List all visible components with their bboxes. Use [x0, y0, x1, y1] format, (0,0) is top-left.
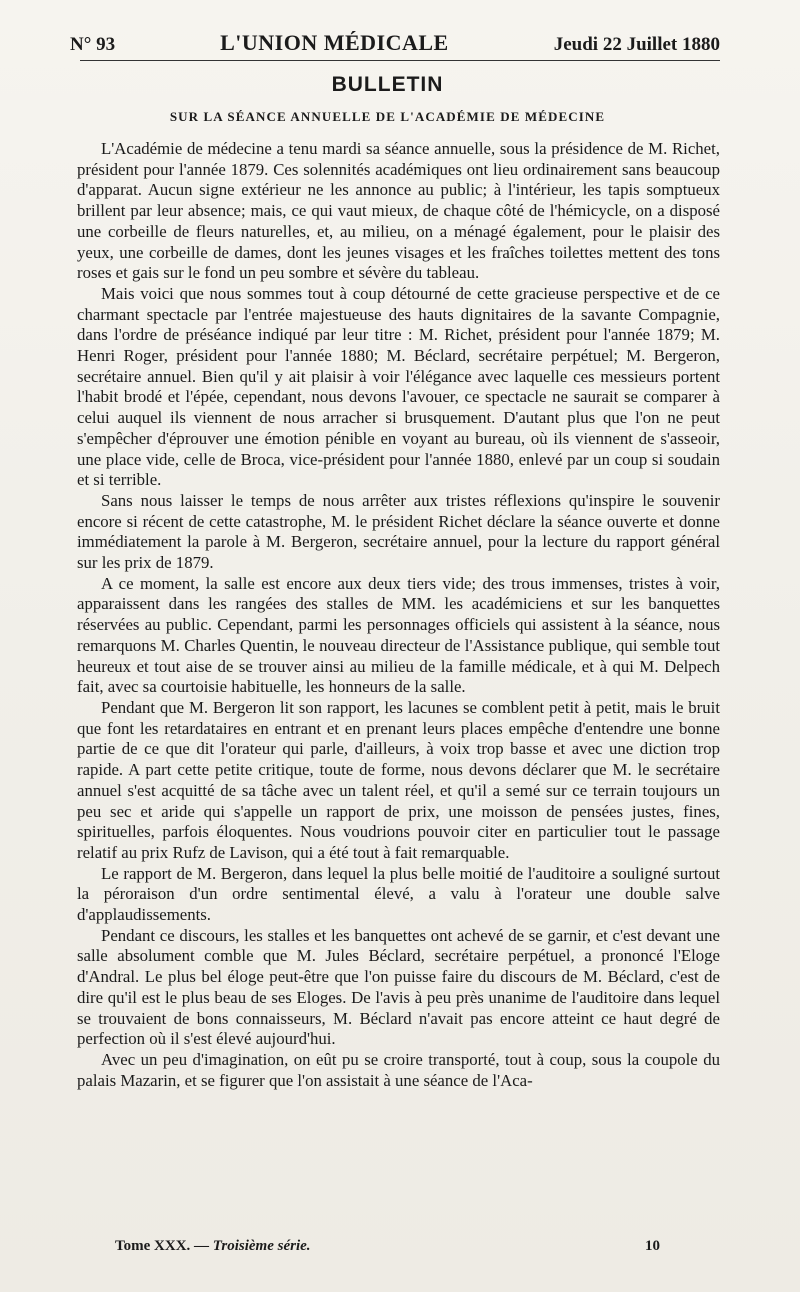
journal-title: L'UNION MÉDICALE: [220, 30, 449, 55]
section-title: BULLETIN: [331, 73, 444, 96]
paragraph: Pendant que M. Bergeron lit son rapport, les lacunes se comblent petit à petit, mais le bruit que font les retardataires en entrant et en prenant leurs places empêche d'entendre une bonne partie de ce que dit l'orateur qui parle, d'ailleurs, à voix trop basse et avec une diction trop rapide. A part cette petite critique, toute de forme, nous devons déclarer que M. le secrétaire annuel s'est acquitté de sa tâche avec un talent réel, et qu'il a semé sur ce terrain toujours un peu sec et aride qui s'appelle un rapport de prix, une moisson de pensées justes, fines, spirituelles, parfois éloquentes. Nous voudrions pouvoir citer en particulier tout le passage relatif au prix Rufz de Lavison, qui a été tout à fait remarquable.: [77, 697, 720, 862]
series-label: Troisième série.: [212, 1238, 311, 1254]
paragraph: Avec un peu d'imagination, on eût pu se croire transporté, tout à coup, sous la coupole du palais Mazarin, et se figurer que l'on assistait à une séance de l'Aca-: [77, 1049, 720, 1090]
paragraph: A ce moment, la salle est encore aux deux tiers vide; des trous immenses, tristes à voir, apparaissent dans les rangées des stalles de MM. les académiciens et sur les banquettes réservées au public. Cependant, parmi les personnages officiels qui assistent à la séance, nous remarquons M. Charles Quentin, le nouveau directeur de l'Assistance publique, qui semble tout heureux et tout aise de se trouver ainsi au milieu de la famille médicale, et à qui M. Delpech fait, avec sa courtoisie habituelle, les honneurs de la salle.: [77, 573, 720, 697]
tome-number: Tome XXX. —: [115, 1238, 210, 1254]
article-body: [55, 139, 720, 1091]
header-rule: [80, 60, 720, 61]
footer-tome: [115, 1238, 311, 1255]
paragraph: Pendant ce discours, les stalles et les banquettes ont achevé de se garnir, et c'est devant une salle absolument comble que M. Jules Béclard, secrétaire perpétuel, a prononcé l'Eloge d'Andral. Le plus bel éloge peut-être que l'on puisse faire du discours de M. Béclard, c'est de dire qu'il est le plus beau de ses Eloges. De l'avis à peu près unanime de l'auditoire dans lequel se trouvaient de bons connaisseurs, M. Béclard n'avait pas encore atteint ce haut degré de perfection où il s'est élevé aujourd'hui.: [77, 925, 720, 1049]
paragraph: Sans nous laisser le temps de nous arrêter aux tristes réflexions qu'inspire le souvenir encore si récent de cette catastrophe, M. le président Richet déclare la séance ouverte et donne immédiatement la parole à M. Bergeron, secrétaire annuel, pour la lecture du rapport général sur les prix de 1879.: [77, 490, 720, 573]
paragraph: Mais voici que nous sommes tout à coup détourné de cette gracieuse perspective et de ce charmant spectacle par l'entrée majestueuse des hauts dignitaires de la savante Compagnie, dans l'ordre de préséance indiqué par leur titre : M. Richet, président pour l'année 1879; M. Henri Roger, président pour l'année 1880; M. Béclard, secrétaire perpétuel; M. Bergeron, secrétaire annuel. Bien qu'il y ait plaisir à voir l'élégance avec laquelle ces messieurs portent l'habit brodé et l'épée, cependant, nous devons l'avouer, ce spectacle ne saurait se comparer à celui auquel ils viennent de nous arracher si brusquement. D'autant plus que l'on ne peut s'empêcher d'éprouver une émotion pénible en voyant au bureau, où ils viennent de s'asseoir, une place vide, celle de Broca, vice-président pour l'année 1880, enlevé par un coup si soudain et si terrible.: [77, 283, 720, 490]
issue-date: Jeudi 22 Juillet 1880: [553, 34, 720, 55]
section-subtitle: SUR LA SÉANCE ANNUELLE DE L'ACADÉMIE DE MÉDECINE: [169, 109, 606, 124]
paragraph: L'Académie de médecine a tenu mardi sa séance annuelle, sous la présidence de M. Richet, président pour l'année 1879. Ces solennités académiques ont lieu ordinairement sans beaucoup d'apparat. Aucun signe extérieur ne les annonce au public; à l'intérieur, les tapis somptueux brillent par leur absence; mais, ce qui vaut mieux, de chaque côté de l'hémicycle, on a disposé une corbeille de fleurs naturelles, et, au milieu, on a ménagé également, pour le plaisir des yeux, une corbeille de dames, dont les jeunes visages et les fraîches toilettes mettent des tons roses et gais sur le fond un peu sombre et sévère du tableau.: [77, 139, 720, 283]
paragraph: Le rapport de M. Bergeron, dans lequel la plus belle moitié de l'auditoire a souligné surtout la péroraison d'un ordre sentimental élevé, a valu à l'orateur une double salve d'applaudissements.: [77, 863, 720, 925]
issue-number: N° 93: [70, 34, 116, 55]
sheet-number: 10: [645, 1238, 660, 1254]
running-head: [55, 30, 720, 60]
page-footer: [115, 1238, 660, 1255]
